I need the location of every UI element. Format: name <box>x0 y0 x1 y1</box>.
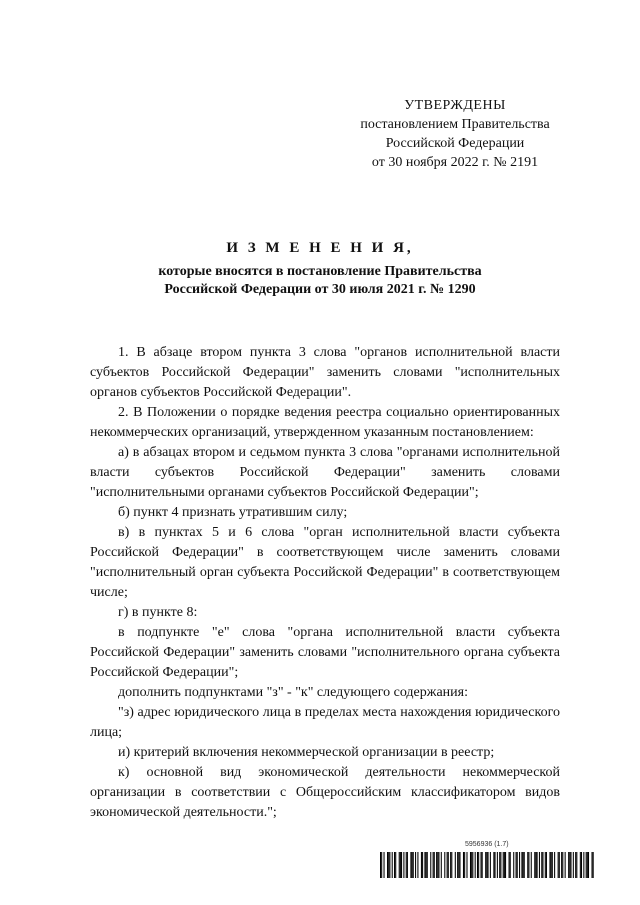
barcode-bar <box>539 852 540 878</box>
barcode-bar <box>463 852 464 878</box>
barcode-bar <box>524 852 525 878</box>
barcode-bar <box>541 852 542 878</box>
subtitle-line-2: Российской Федерации от 30 июля 2021 г. № 1290 <box>164 282 476 297</box>
barcode-bar <box>387 852 388 878</box>
barcode-bar <box>392 852 393 878</box>
barcode-bar <box>580 852 581 878</box>
barcode-bar <box>583 852 584 878</box>
barcode-bar <box>426 852 427 878</box>
barcode-bar <box>407 852 408 878</box>
barcode-bar <box>444 852 445 878</box>
barcode-bar <box>490 852 491 878</box>
barcode-bar <box>546 852 547 878</box>
document-code: 5956936 (1.7) <box>465 841 509 848</box>
barcode-bar <box>569 852 570 878</box>
barcode-bar <box>499 852 500 878</box>
barcode-bar <box>576 852 577 878</box>
document-title: И З М Е Н Е Н И Я, <box>226 240 414 256</box>
barcode-bar <box>394 852 395 878</box>
barcode-bar <box>415 852 416 878</box>
barcode-bar <box>430 852 431 878</box>
barcode-bar <box>545 852 546 878</box>
barcode-bar <box>523 852 524 878</box>
barcode-bar <box>450 852 451 878</box>
barcode-bar <box>497 852 498 878</box>
barcode-bar <box>581 852 582 878</box>
paragraph-item-v: в) в пунктах 5 и 6 слова "орган исполнительной власти субъекта Российской Федерации" в соответствующем числе заменить словами "исполнительный орган субъекта Российской Федерации" в соответствующем числе; <box>90 525 560 600</box>
barcode-bar <box>554 852 555 878</box>
barcode-bar <box>482 852 483 878</box>
paragraph-subitem-e: в подпункте "е" слова "органа исполнительной власти субъекта Российской Федерации" заменить словами "исполнительного органа субъекта Российской Федерации"; <box>90 625 560 680</box>
barcode-bar <box>424 852 425 878</box>
barcode-bar <box>561 852 562 878</box>
barcode-bar <box>559 852 560 878</box>
barcode-bar <box>537 852 538 878</box>
barcode-bar <box>495 852 496 878</box>
barcode <box>380 852 595 878</box>
barcode-bar <box>570 852 571 878</box>
paragraph-item-b: б) пункт 4 признать утратившим силу; <box>118 505 348 520</box>
barcode-bar <box>437 852 438 878</box>
approval-line-2: постановлением Правительства <box>360 117 550 132</box>
subtitle-line-1: которые вносятся в постановление Правительства <box>158 264 482 279</box>
barcode-bar <box>400 852 401 878</box>
barcode-bar <box>510 852 511 878</box>
barcode-bar <box>485 852 486 878</box>
barcode-bar <box>509 852 510 878</box>
approval-line-4: от 30 ноября 2022 г. № 2191 <box>371 155 539 170</box>
barcode-bar <box>552 852 553 878</box>
barcode-bar <box>471 852 472 878</box>
paragraph-item-g: г) в пункте 8: <box>118 605 198 620</box>
barcode-bar <box>488 852 489 878</box>
barcode-bar <box>521 852 522 878</box>
barcode-bar <box>427 852 428 878</box>
paragraph-subitem-z: "з) адрес юридического лица в пределах места нахождения юридического лица; <box>90 705 560 740</box>
barcode-bar <box>503 852 504 878</box>
barcode-bar <box>434 852 435 878</box>
barcode-bar <box>486 852 487 878</box>
barcode-bar <box>527 852 528 878</box>
barcode-bar <box>505 852 506 878</box>
barcode-bar <box>493 852 494 878</box>
paragraph-2: 2. В Положении о порядке ведения реестра социально ориентированных некоммерческих организаций, утвержденном указанным постановлением: <box>90 405 560 440</box>
barcode-bar <box>587 852 588 878</box>
barcode-bar <box>438 852 439 878</box>
barcode-bar <box>573 852 574 878</box>
barcode-bar <box>591 852 592 878</box>
barcode-bar <box>448 852 449 878</box>
barcode-bar <box>422 852 423 878</box>
barcode-bar <box>384 852 385 878</box>
barcode-bar <box>388 852 389 878</box>
barcode-bar <box>513 852 514 878</box>
barcode-bar <box>586 852 587 878</box>
barcode-bar <box>410 852 411 878</box>
paragraph-subitem-i: и) критерий включения некоммерческой организации в реестр; <box>118 745 495 760</box>
barcode-bar <box>517 852 518 878</box>
barcode-bar <box>535 852 536 878</box>
barcode-bar <box>528 852 529 878</box>
barcode-bar <box>413 852 414 878</box>
barcode-bar <box>421 852 422 878</box>
approval-heading: УТВЕРЖДЕНЫ <box>404 98 506 113</box>
barcode-bar <box>542 852 543 878</box>
barcode-bar <box>406 852 407 878</box>
barcode-bar <box>504 852 505 878</box>
barcode-bar <box>593 852 594 878</box>
barcode-bar <box>451 852 452 878</box>
barcode-bar <box>457 852 458 878</box>
barcode-bar <box>466 852 467 878</box>
barcode-bar <box>380 852 381 878</box>
barcode-bar <box>389 852 390 878</box>
barcode-bar <box>412 852 413 878</box>
barcode-bar <box>558 852 559 878</box>
barcode-bar <box>455 852 456 878</box>
barcode-bar <box>395 852 396 878</box>
barcode-bar <box>447 852 448 878</box>
barcode-bar <box>519 852 520 878</box>
barcode-bar <box>565 852 566 878</box>
barcode-bar <box>403 852 404 878</box>
barcode-bar <box>475 852 476 878</box>
barcode-bar <box>433 852 434 878</box>
paragraph-subitem-k: к) основной вид экономической деятельности некоммерческой организации в соответствии с Общероссийским классификатором видов экономической деятельности."; <box>90 765 560 820</box>
barcode-bar <box>549 852 550 878</box>
barcode-bar <box>477 852 478 878</box>
barcode-bar <box>575 852 576 878</box>
barcode-bar <box>459 852 460 878</box>
barcode-bar <box>478 852 479 878</box>
barcode-bar <box>516 852 517 878</box>
barcode-bar <box>531 852 532 878</box>
barcode-bar <box>470 852 471 878</box>
paragraph-supplement: дополнить подпунктами "з" - "к" следующего содержания: <box>118 685 468 700</box>
barcode-bar <box>480 852 481 878</box>
barcode-bar <box>472 852 473 878</box>
document-body <box>90 343 560 823</box>
barcode-bar <box>381 852 382 878</box>
barcode-bar <box>500 852 501 878</box>
approval-line-3: Российской Федерации <box>385 136 525 151</box>
barcode-bar <box>458 852 459 878</box>
approval-block <box>330 96 580 172</box>
barcode-bar <box>562 852 563 878</box>
barcode-bar <box>436 852 437 878</box>
paragraph-item-a: а) в абзацах втором и седьмом пункта 3 слова "органами исполнительной власти субъектов Российской Федерации" заменить словами "исполнительными органами субъектов Российской Федерации"; <box>90 445 560 500</box>
barcode-bar <box>588 852 589 878</box>
paragraph-1: 1. В абзаце втором пункта 3 слова "органов исполнительной власти субъектов Российской Федерации" заменить словами "исполнительных органов субъектов Российской Федерации". <box>90 345 560 400</box>
barcode-bar <box>401 852 402 878</box>
barcode-bar <box>534 852 535 878</box>
barcode-bar <box>551 852 552 878</box>
barcode-bar <box>441 852 442 878</box>
document-subtitle <box>90 263 550 299</box>
barcode-bar <box>464 852 465 878</box>
barcode-bar <box>568 852 569 878</box>
barcode-bar <box>417 852 418 878</box>
barcode-bar <box>399 852 400 878</box>
